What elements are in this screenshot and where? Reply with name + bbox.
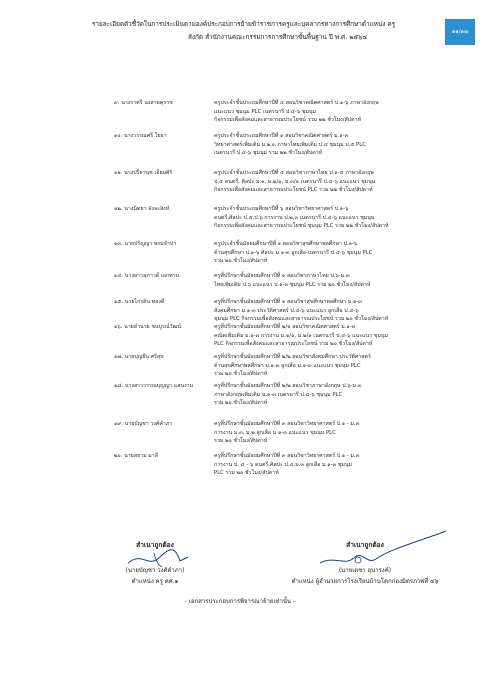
teaching-detail-line: วิทยาศาสตร์เพิ่มเติม ม.๒,๓ ภาษาไทยเพิ่มเติม ป.๔ ชุมนุม ป.๕ PLC — [214, 141, 366, 148]
teacher-name: ๑๖. นายอำนวย ชนบูรณ์วัฒน์ — [114, 324, 182, 330]
teaching-detail-line: คณิตเพิ่มเติม ม.๑-๓ การงาน ม.๑/๑, ม.๒/๑ เนตรนารี ป.๔-๖ แนะแนว ชุมนุม — [214, 332, 388, 339]
teaching-detail — [214, 298, 464, 324]
signer-position-right: ตำแหน่ง ผู้อำนวยการโรงเรียนบ้านโคกก่องมิตรภาพที่ ๔๖ — [291, 578, 439, 585]
teaching-detail-line: ด้านสุขศึกษา ป.๑-๖ ศิลปะ ม.๑-๓ ลูกเสือ-เนตรนารี ป.๔-๖ ชุมนุม PLC — [214, 249, 373, 256]
teaching-detail-line: รวม ๒๐ ชั่วโมง/สัปดาห์ — [214, 371, 268, 378]
teaching-detail-line: ไทยเพิ่มเติม ป.๖ แนะแนว ป.๑-๓ ชุมนุม PLC รวม ๒๐ ชั่วโมง/สัปดาห์ — [214, 281, 371, 288]
teaching-detail-line: ครูประจำชั้นประถมศึกษาปีที่ ๑ สอนวิชาคณิตศาสตร์ ม.๑-๓ — [214, 133, 349, 139]
teaching-detail-line: เนตรนารี ป.๔-๖ ชุมนุม รวม ๒๒ ชั่วโมง/สัปดาห์ — [214, 150, 323, 157]
teaching-detail-line: กิจกรรมเพื่อสังคมและสาธารณประโยชน์ รวม ๒๒ ชั่วโมง/สัปดาห์ — [214, 117, 362, 124]
teaching-detail — [214, 353, 464, 379]
teaching-detail-line: แนะแนว ชุมนุม PLC เนตรนารี ป.๔-๖ ชุมนุม — [214, 108, 317, 115]
teaching-detail-line: PLC กิจกรรมเพื่อสังคมและสาธารณประโยชน์ รวม ๒๐ ชั่วโมง/สัปดาห์ — [214, 341, 373, 348]
certified-label-right: สำเนาถูกต้อง — [346, 541, 384, 549]
teaching-detail-line: กิจกรรมเพื่อสังคมและสาธารณประโยชน์ ชุมนุม PLC รวม ๒๒ ชั่วโมง/สัปดาห์ — [214, 223, 389, 230]
signer-name-right: (นายเดชา อุนารงค์) — [338, 567, 392, 574]
teaching-detail — [214, 323, 464, 349]
teaching-detail — [214, 240, 464, 266]
teaching-detail-line: ครูที่ปรึกษาชั้นมัธยมศึกษาปีที่ ๑ สอนวิชาภาษาไทย ป.๖-ม.๓ — [214, 273, 350, 279]
teacher-name: ๙. นางราตรี นงลายคุราช — [114, 100, 173, 106]
footer-note: - เอกสารประกอบการพิจารณาย้ายเท่านั้น - — [184, 598, 296, 605]
signer-name-left: (นายบัญชา วงศ์คำภา) — [125, 567, 185, 574]
teaching-detail-line: ดนตรี,ศิลปะ ป.๕,ป.๖ การงาน ป.๒,๓ เนตรนารี ป.๔-๖ แนะแนว ชุมนุม — [214, 214, 375, 221]
teacher-name: ๒๐. นายสยาม มาลี — [114, 453, 158, 459]
teacher-name: ๑๓. นายปริญญา พรมจำปา — [114, 241, 177, 247]
teacher-name: ๑๒. นางนิตยา อังจะสิงห์ — [114, 206, 170, 212]
teaching-detail-line: ครูที่ปรึกษาชั้นมัธยมศึกษาปีที่ ๓ สอนวิชาวิทยาศาสตร์ ป.๑ - ม.๓ — [214, 453, 360, 459]
page-badge: ๑๑/๑๗ — [445, 19, 475, 45]
teaching-detail-line: รวม ๒๐ ชั่วโมง/สัปดาห์ — [214, 438, 268, 445]
teaching-detail-line: ครูที่ปรึกษาชั้นมัธยมศึกษาปีที่ ๒/๒ สอนวิชาสังคมศึกษา ประวัติศาสตร์ — [214, 354, 371, 360]
teaching-detail-line: ครูประจำชั้นมัธยมศึกษาปีที่ ๑ สอนวิชาสุขศึกษาพลศึกษา ป.๑-๖ — [214, 241, 358, 247]
teacher-name: ๑๑. นางปรียานุช เอี่ยมศิริ — [114, 170, 173, 176]
signer-position-left: ตำแหน่ง ครู คศ.๑ — [131, 578, 179, 585]
teaching-detail-line: ครูที่ปรึกษาชั้นมัธยมศึกษาปีที่ ๒/๒ สอนวิชาภาษาอังกฤษ ป.๖-ม.๓ — [214, 383, 362, 389]
teacher-name: ๑๙. นายบัญชา วงศ์คำภา — [114, 421, 173, 427]
handwritten-signature-left — [118, 543, 198, 571]
teacher-name: ๑๘. นางสาววรรณบุญญา แสนงาม — [114, 383, 194, 389]
teaching-detail-line: ภาษาอังกฤษเพิ่มเติม ม.๑-๓ เนตรนารี ป.๔-๖ ชุมนุม PLC — [214, 391, 343, 398]
teaching-detail — [214, 420, 464, 446]
teaching-detail-line: สังคมศึกษา ม.๑-๓ ประวัติศาสตร์ ป.๔-๖ แนะแนว ลูกเสือ ป.๔-๖ — [214, 307, 359, 314]
teaching-detail-line: ครูที่ปรึกษาชั้นมัธยมศึกษาปีที่ ๒/๑ สอนวิชาคณิตศาสตร์ ม.๑-๓ — [214, 324, 356, 330]
teaching-detail-line: กิจกรรมเพื่อสังคมและสาธารณประโยชน์ PLC รวม ๒๒ ชั่วโมง/สัปดาห์ — [214, 187, 373, 194]
teaching-detail-line: ครูประจำชั้นประถมศึกษาปีที่ ๖ สอนวิชาวิทยาศาสตร์ ป.๑-๖ — [214, 206, 349, 212]
teaching-detail-line: รวม ๒๐ ชั่วโมง/สัปดาห์ — [214, 258, 268, 265]
teacher-name: ๑๐. นางวรรณศรี โยธา — [114, 133, 167, 139]
teaching-detail — [214, 452, 464, 478]
teacher-name: ๑๕. นายไกรสิน ทองดี — [114, 299, 165, 305]
teaching-detail — [214, 272, 464, 289]
teaching-detail-line: ชุมนุม PLC กิจกรรมเพื่อสังคมและสาธารณประโยชน์ รวม ๒๐ ชั่วโมง/สัปดาห์ — [214, 316, 389, 323]
certified-label-left: สำเนาถูกต้อง — [136, 541, 174, 549]
handwritten-signature-right — [300, 527, 450, 571]
teaching-detail-line: การงาน ม.๓, ม.๒ ลูกเสือ ม.๑-๓ แนะแนว ชุมนุม PLC — [214, 429, 336, 436]
teaching-detail-line: ครูประจำชั้นประถมศึกษาปีที่ ๔ สอนวิชาคณิตศาสตร์ ป.๑-๖ ภาษาอังกฤษ — [214, 100, 379, 106]
teaching-detail — [214, 205, 464, 231]
header-title-line1: รายละเอียดตัวชี้วัดในการประเมินตามองค์ประกอบการย้ายข้าราชการครูและบุคลากรทางการศึกษาตำแหน่ง ครู — [92, 20, 396, 28]
teacher-name: ๑๗. นายบุญยืน ศรีสุข — [114, 354, 164, 360]
teaching-detail — [214, 132, 464, 158]
teaching-detail-line: รวม ๒๐ ชั่วโมง/สัปดาห์ — [214, 400, 268, 407]
header-title-line2: สังกัด สำนักงานคณะกรรมการการศึกษาขั้นพื้นฐาน ปี พ.ศ. ๒๕๖๔ — [188, 33, 368, 41]
teaching-detail — [214, 99, 464, 125]
teaching-detail-line: ครูประจำชั้นประถมศึกษาปีที่ ๕ สอนวิชาภาษาไทย ป.๑-๕ ภาษาอังกฤษ — [214, 170, 374, 176]
teaching-detail-line: PLC รวม ๒๐ ชั่วโมง/สัปดาห์ — [214, 470, 279, 477]
teaching-detail — [214, 169, 464, 195]
teaching-detail-line: ด้านสุขศึกษาพลศึกษา ม.๑-๓ ลูกเสือ ม.๑-๓ แนะแนว ชุมนุม PLC — [214, 362, 361, 369]
teaching-detail-line: การงาน ป. ๔ - ๖ ดนตรี,ศิลปะ ป.๔,ม.๓ ลูกเสือ ม.๑-๓ ชุมนุม — [214, 461, 353, 468]
teacher-name: ๑๔. นางสาวสุภาวดี เอกทาบ — [114, 273, 179, 279]
teaching-detail — [214, 382, 464, 408]
teaching-detail-line: ป.๕ ดนตรี, ศิลปะ ม.๑, ม.๒/๑, ม.๓/๑ เนตรนารี ป.๔-๖ แนะแนว ชุมนุม — [214, 178, 376, 185]
teaching-detail-line: ครูที่ปรึกษาชั้นมัธยมศึกษาปีที่ ๑ สอนวิชาสุขศึกษาพลศึกษา ม.๑-๓ — [214, 299, 362, 305]
teaching-detail-line: ครูที่ปรึกษาชั้นมัธยมศึกษาปีที่ ๓ สอนวิชาวิทยาศาสตร์ ป.๑ - ม.๓ — [214, 421, 360, 427]
